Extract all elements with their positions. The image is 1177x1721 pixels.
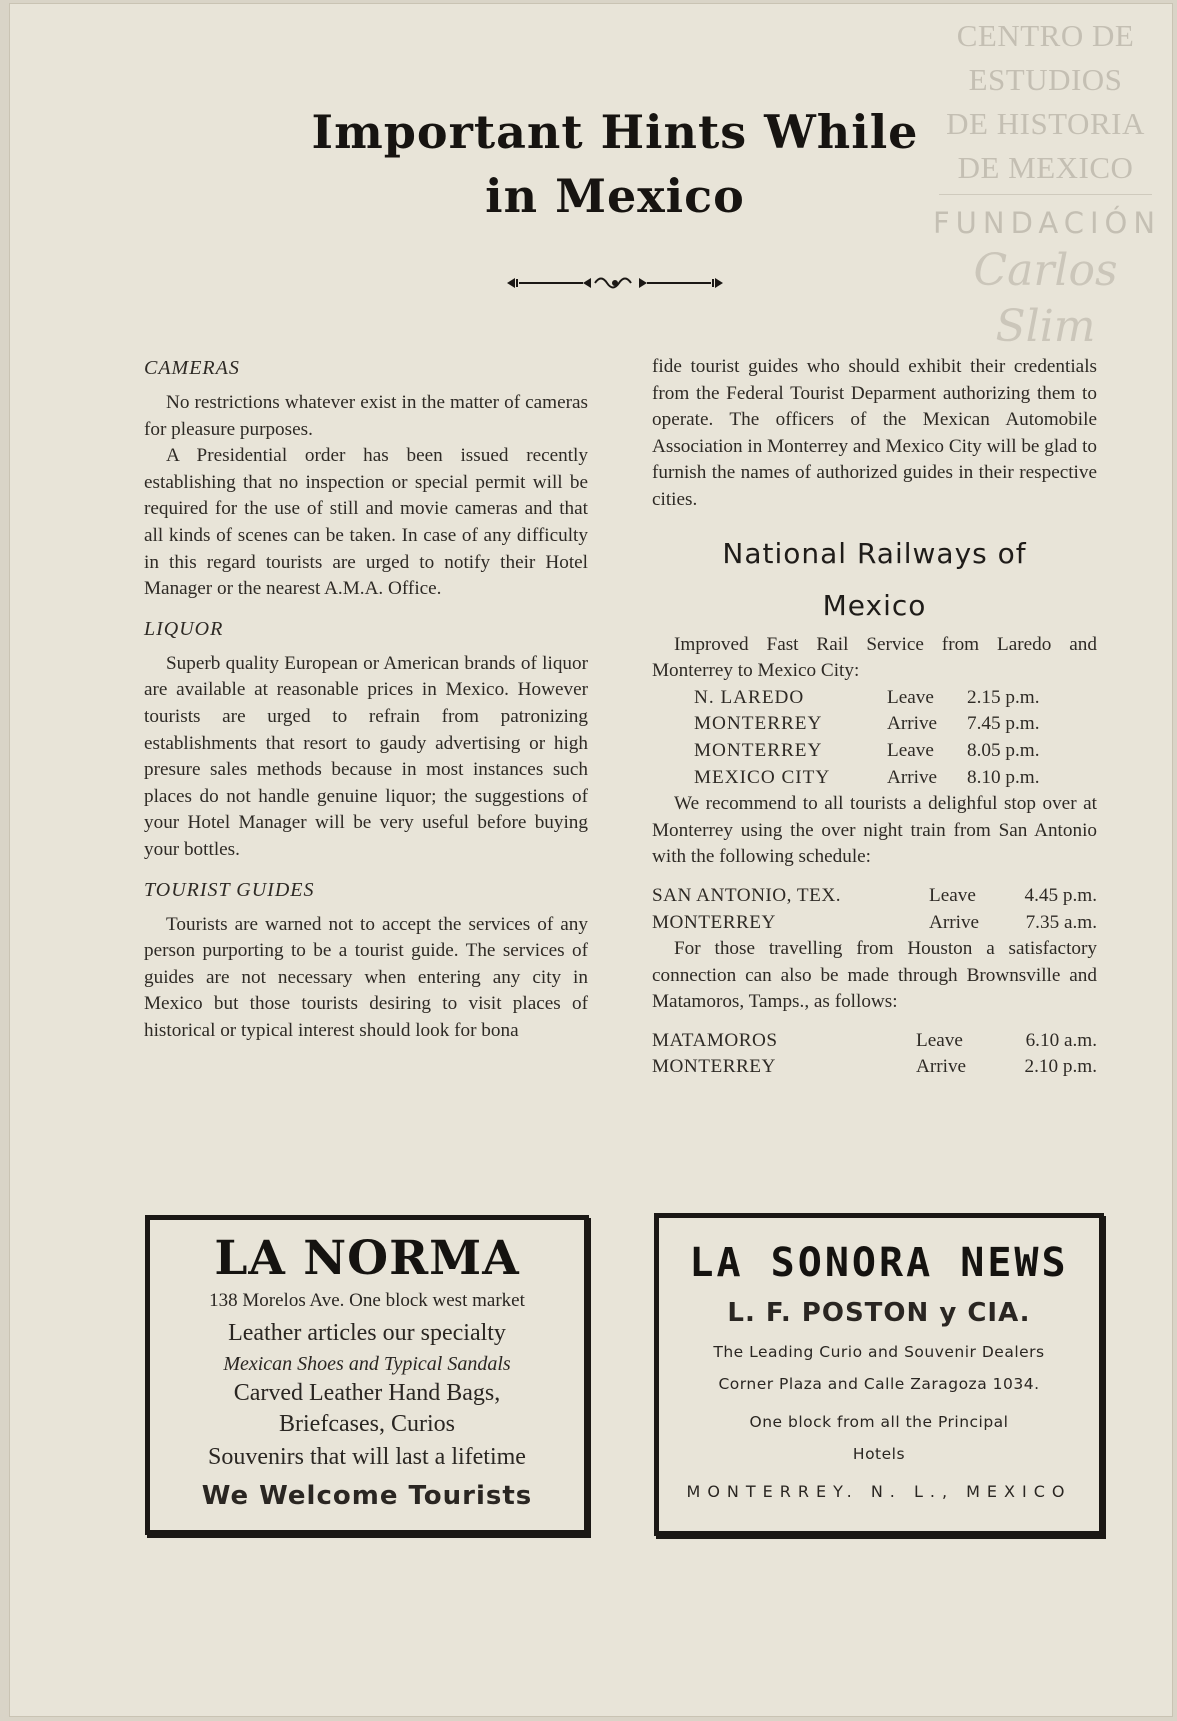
ad-address: 138 Morelos Ave. One block west market (209, 1290, 525, 1311)
action: Leave (916, 1029, 963, 1051)
ad-line: Souvenirs that will last a lifetime (208, 1444, 526, 1470)
right-column (652, 354, 1097, 1081)
schedule-row (652, 883, 1097, 910)
left-column (144, 354, 588, 1044)
railways-recommendation: We recommend to all tourists a delighful stop over at Monterrey using the over night train from San Antonio with the following schedule: (652, 793, 1097, 868)
action: Arrive (887, 713, 938, 735)
title-line-1: Important Hints While (311, 105, 919, 159)
action: Leave (887, 686, 934, 708)
page-title (180, 100, 1050, 228)
time: 6.10 a.m. (1025, 1029, 1097, 1051)
time: 2.10 p.m. (1024, 1056, 1097, 1078)
station: MONTERREY (652, 911, 776, 933)
ad-line: Hotels (852, 1445, 906, 1463)
ad-title: LA SONORA NEWS (689, 1240, 1069, 1286)
station: MATAMOROS (652, 1029, 778, 1051)
ad-line: Leather articles our specialty (228, 1320, 506, 1346)
schedule-row (652, 910, 1097, 937)
watermark-line: DE MEXICO (957, 150, 1134, 185)
la-norma-advertisement (145, 1215, 589, 1535)
schedule-row (652, 1054, 1097, 1081)
la-sonora-news-advertisement (654, 1213, 1104, 1536)
railways-intro: Improved Fast Rail Service from Laredo and Monterrey to Mexico City: (652, 633, 1097, 682)
time: 7.45 p.m. (967, 713, 1040, 735)
watermark-line: ESTUDIOS (968, 62, 1123, 97)
ad-line: Mexican Shoes and Typical Sandals (223, 1353, 511, 1375)
station: MONTERREY (652, 1056, 776, 1078)
station: MONTERREY (694, 713, 823, 735)
watermark-line: CENTRO DE (956, 18, 1135, 53)
time: 8.10 p.m. (967, 766, 1040, 788)
ad-line: Corner Plaza and Calle Zaragoza 1034. (718, 1375, 1040, 1393)
ad-line: The Leading Curio and Souvenir Dealers (713, 1343, 1045, 1361)
station: MONTERREY (694, 739, 823, 761)
station: SAN ANTONIO, TEX. (652, 884, 842, 906)
railways-houston-note: For those travelling from Houston a satisfactory connection can also be made through Brownsville and Matamoros, Tamps., as follows: (652, 938, 1097, 1013)
ad-title: LA NORMA (214, 1231, 520, 1286)
schedule-row (652, 765, 1097, 792)
schedule-row (652, 685, 1097, 712)
station: MEXICO CITY (694, 766, 831, 788)
schedule-row (652, 738, 1097, 765)
action: Leave (929, 884, 976, 906)
cameras-paragraph: A Presidential order has been issued recently establishing that no inspection or special permit will be required for the use of still and movie cameras and that all kinds of scenes can be taken. In case of any difficulty in this regard tourists are urged to notify their Hotel Manager or the nearest A.M.A. Office. (144, 445, 588, 600)
guides-paragraph-continued: fide tourist guides who should exhibit their credentials from the Federal Tourist Deparment authorizing them to operate. The officers of the Mexican Automobile Association in Monterrey and Mexico City will be glad to furnish the names of authorized guides in their respective cities. (652, 356, 1097, 510)
action: Arrive (887, 766, 938, 788)
action: Leave (887, 739, 934, 761)
ad-tagline: We Welcome Tourists (201, 1481, 533, 1511)
schedule-row (652, 1028, 1097, 1055)
railways-heading (652, 528, 1097, 632)
schedule-table (652, 1028, 1097, 1081)
liquor-heading: LIQUOR (144, 617, 224, 640)
ad-city: MONTERREY. N. L., MEXICO (686, 1482, 1072, 1501)
schedule-row (652, 711, 1097, 738)
guides-paragraph: Tourists are warned not to accept the services of any person purporting to be a tourist guide. The services of guides are not necessary when entering any city in Mexico but those tourists desiring to visit places of historical or typical interest should look for bona (144, 913, 588, 1041)
cameras-paragraph: No restrictions whatever exist in the matter of cameras for pleasure purposes. (144, 392, 588, 440)
title-line-2: in Mexico (485, 169, 745, 223)
guides-heading: TOURIST GUIDES (144, 878, 315, 901)
action: Arrive (916, 1056, 967, 1078)
railways-heading-line-2: Mexico (822, 588, 927, 622)
schedule-table (652, 685, 1097, 791)
time: 7.35 a.m. (1025, 911, 1097, 933)
cameras-heading: CAMERAS (144, 357, 240, 379)
document-page (10, 4, 1172, 1716)
watermark-signature: Carlos Slim (973, 245, 1118, 352)
liquor-paragraph: Superb quality European or American brands of liquor are available at reasonable prices in Mexico. However tourists are urged to refrain from patronizing establishments that resort to gaudy advertising or high presure sales methods because in most instances such places do not handle genuine liquor; the suggestions of your Hotel Manager will be very useful before buying your bottles. (144, 652, 588, 860)
ad-line: One block from all the Principal (749, 1413, 1009, 1431)
ad-line: Briefcases, Curios (279, 1411, 455, 1437)
station: N. LAREDO (694, 686, 805, 708)
railways-heading-line-1: National Railways of (722, 536, 1027, 570)
watermark-line: DE HISTORIA (946, 106, 1145, 141)
time: 4.45 p.m. (1024, 884, 1097, 906)
ad-company: L. F. POSTON y CIA. (727, 1298, 1031, 1328)
time: 2.15 p.m. (967, 686, 1040, 708)
ornament-divider-icon (505, 272, 725, 294)
ad-line: Carved Leather Hand Bags, (233, 1380, 501, 1406)
action: Arrive (929, 911, 980, 933)
schedule-table (652, 883, 1097, 936)
time: 8.05 p.m. (967, 739, 1040, 761)
watermark-foundation: FUNDACIÓN (933, 206, 1162, 240)
